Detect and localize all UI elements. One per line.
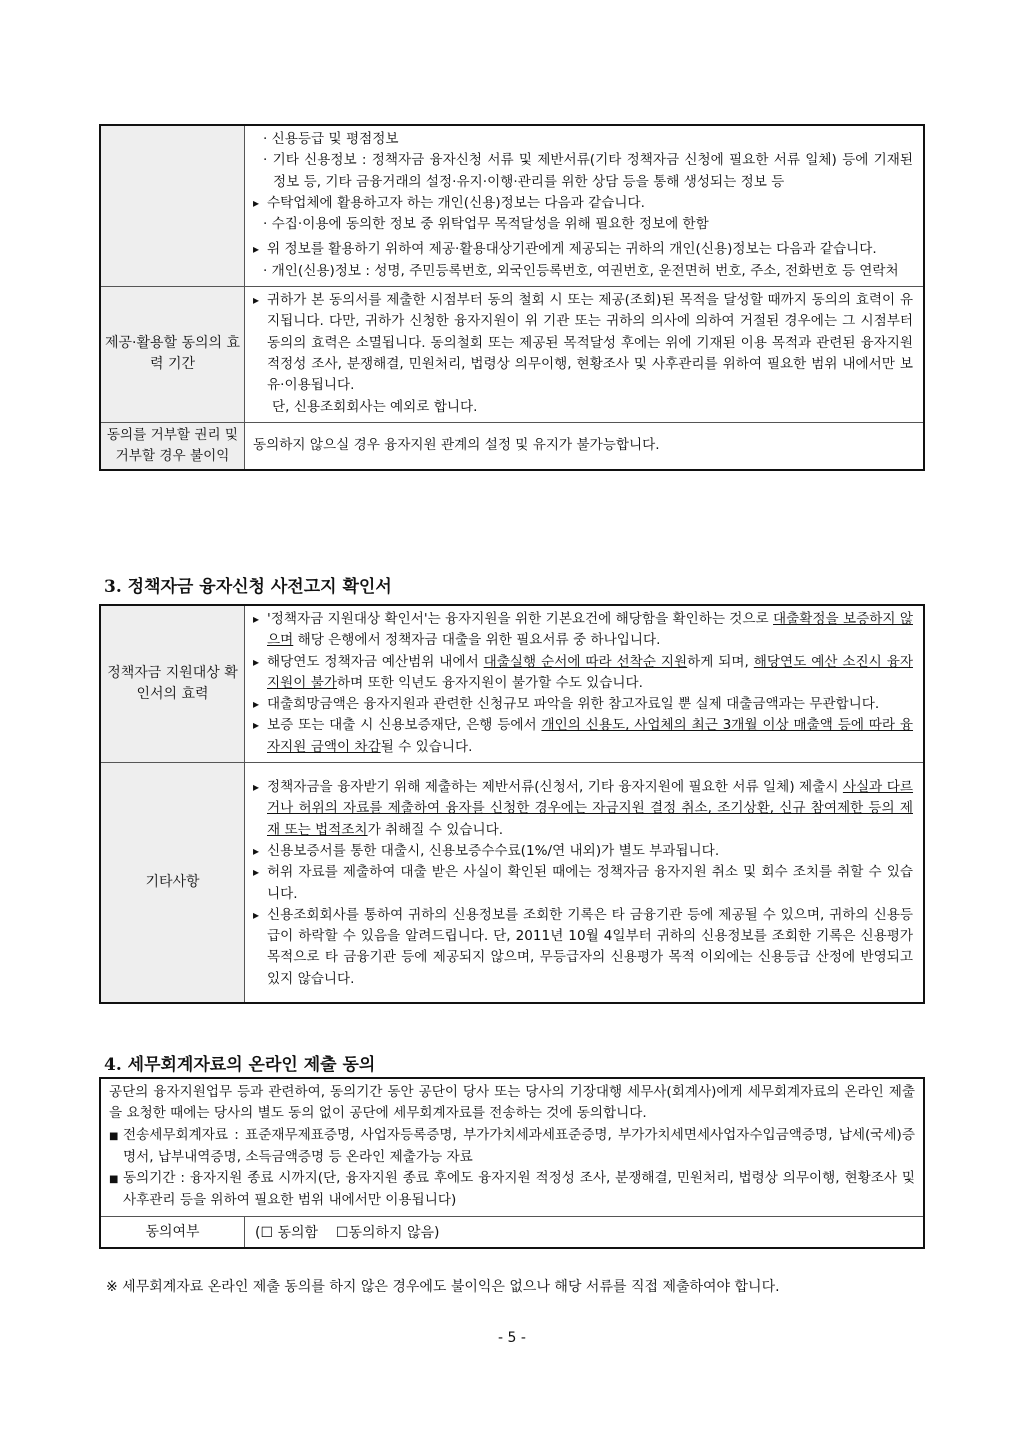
certificate-bullet-4: ▸ 보증 또는 대출 시 신용보증재단, 은행 등에서 개인의 신용도, 사업체의 최근 3개월 이상 매출액 등에 따라 융자지원 금액이 차감될 수 있습니다. bbox=[253, 715, 913, 758]
other-bullet-4: ▸ 신용조회회사를 통하여 귀하의 신용정보를 조회한 기록은 타 금융기관 등에 제공될 수 있으며, 귀하의 신용등급이 하락할 수 있음을 알려드립니다. 단, 2011년 10월 4일부터 귀하의 신용정보를 조회한 기록은 신용평가 목적으로 타 금융기관 등에 제공되지 않으며, 무등급자의 신용평가 목적 이외에는 신용등급 산정에 반영되고 있지 않습니다. bbox=[253, 905, 913, 990]
other-bullet-3: ▸ 허위 자료를 제출하여 대출 받은 사실이 확인된 때에는 정책자금 융자지원 취소 및 회수 조치를 취할 수 있습니다. bbox=[253, 862, 913, 905]
validity-period-cell bbox=[245, 287, 925, 423]
disagree-checkbox[interactable]: ☐ bbox=[335, 1224, 349, 1241]
section4-title: 4. 세무회계자료의 온라인 제출 동의 bbox=[104, 1055, 376, 1075]
validity-exception-text: 단, 신용조회회사는 예외로 합니다. bbox=[272, 398, 478, 415]
tax-consent-note: ※ 세무회계자료 온라인 제출 동의를 하지 않은 경우에도 불이익은 없으나 해당 서류를 직접 제출하여야 합니다. bbox=[106, 1279, 780, 1295]
tax-documents-item: ■ 전송세무회계자료 : 표준재무제표증명, 사업자등록증명, 부가가치세과세표준증명, 부가가치세면세사업자수입금액증명, 납세(국세)증명서, 납부내역증명, 소득금액증명 등 온라인 제출가능 자료 bbox=[109, 1125, 915, 1169]
credit-grade-item: · 신용등급 및 평점정보 bbox=[263, 131, 399, 147]
validity-period-text: ▸ 귀하가 본 동의서를 제출한 시점부터 동의 철회 시 또는 제공(조회)된 목적을 달성할 때까지 동의의 효력이 유지됩니다. 다만, 귀하가 신청한 융자지원이 위 기관 또는 귀하의 의사에 의하여 거절된 경우에는 그 시점부터 동의의 효력은 소멸됩니다. 동의철회 또는 제공된 목적달성 후에는 위에 기재된 이용 목적과 관련된 융자지원 적정성 조사, 분쟁해결, 민원처리, 법령상 의무이행, 현황조사 및 사후관리를 위하여 필요한 범위 내에서만 보유·이용됩니다. bbox=[253, 290, 913, 396]
empty-label-cell bbox=[100, 125, 245, 287]
section3-title: 3. 정책자금 융자신청 사전고지 확인서 bbox=[104, 577, 392, 597]
tax-consent-box bbox=[99, 1077, 925, 1249]
outsourcing-scope-item: · 수집·이용에 동의한 정보 중 위탁업무 목적달성을 위해 필요한 정보에 한함 bbox=[263, 216, 709, 233]
refusal-right-text: 동의하지 않으실 경우 융자지원 관계의 설정 및 유지가 불가능합니다. bbox=[245, 422, 925, 470]
personal-info-item: · 개인(신용)정보 : 성명, 주민등록번호, 외국인등록번호, 여권번호, 운전면허 번호, 주소, 전화번호 등 연락처 bbox=[263, 262, 899, 279]
agree-label: 동의함 bbox=[277, 1224, 319, 1241]
certificate-bullet-2: ▸ 해당연도 정책자금 예산범위 내에서 대출실행 순서에 따라 선착순 지원하게 되며, 해당연도 예산 소진시 융자지원이 불가하며 또한 익년도 융자지원이 불가할 수도 있습니다. bbox=[253, 652, 913, 695]
consent-period-item: ■ 동의기간 : 융자지원 종료 시까지(단, 융자지원 종료 후에도 융자지원 적정성 조사, 분쟁해결, 민원처리, 법령상 의무이행, 현황조사 및 사후관리 등을 위하여 필요한 범위 내에서만 이용됩니다) bbox=[109, 1168, 915, 1212]
consent-choice-label: 동의여부 bbox=[101, 1217, 245, 1247]
validity-period-label: 제공·활용할 동의의 효력 기간 bbox=[100, 287, 245, 423]
page-number: - 5 - bbox=[498, 1330, 526, 1346]
certificate-effect-label: 정책자금 지원대상 확인서의 효력 bbox=[100, 605, 245, 763]
prior-notice-table bbox=[99, 604, 925, 1004]
other-credit-info-item: · 기타 신용정보 : 정책자금 융자신청 서류 및 제반서류(기타 정책자금 신청에 필요한 서류 일체) 등에 기재된 정보 등, 기타 금융거래의 설정·유지·이행·관리를 위한 상담 등을 통해 생성되는 정보 등 bbox=[263, 152, 913, 190]
other-bullet-1: ▸ 정책자금을 융자받기 위해 제출하는 제반서류(신청서, 기타 융자지원에 필요한 서류 일체) 제출시 사실과 다르거나 허위의 자료를 제출하여 융자를 신청한 경우에는 자금지원 결정 취소, 조기상환, 신규 참여제한 등의 제재 또는 법적조치가 취해질 수 있습니다. bbox=[253, 777, 913, 841]
tax-consent-intro: 공단의 융자지원업무 등과 관련하여, 동의기간 동안 공단이 당사 또는 당사의 기장대행 세무사(회계사)에게 세무회계자료의 온라인 제출을 요청한 때에는 당사의 별도 동의 없이 공단에 세무회계자료를 전송하는 것에 동의합니다. bbox=[109, 1084, 915, 1122]
refusal-right-label: 동의를 거부할 권리 및 거부할 경우 불이익 bbox=[100, 422, 245, 470]
certificate-bullet-3: ▸ 대출희망금액은 융자지원과 관련한 신청규모 파악을 위한 참고자료일 뿐 실제 대출금액과는 무관합니다. bbox=[253, 694, 913, 715]
consent-choice-options: (☐ 동의함 ☐동의하지 않음) bbox=[255, 1224, 440, 1241]
info-usage-cell bbox=[245, 125, 925, 287]
certificate-bullet-1: ▸ '정책자금 지원대상 확인서'는 융자지원을 위한 기본요건에 해당함을 확인하는 것으로 대출확정을 보증하지 않으며 해당 은행에서 정책자금 대출을 위한 필요서류 중 하나입니다. bbox=[253, 609, 913, 652]
agree-checkbox[interactable]: ☐ bbox=[260, 1224, 274, 1241]
consent-choice-row bbox=[101, 1217, 923, 1247]
other-matters-label: 기타사항 bbox=[100, 763, 245, 1003]
disagree-label: 동의하지 않음 bbox=[348, 1224, 435, 1241]
certificate-effect-cell bbox=[245, 605, 925, 763]
other-bullet-2: ▸ 신용보증서를 통한 대출시, 신용보증수수료(1%/연 내외)가 별도 부과됩니다. bbox=[253, 841, 913, 862]
provided-info-bullet: ▸ 위 정보를 활용하기 위하여 제공·활용대상기관에게 제공되는 귀하의 개인(신용)정보는 다음과 같습니다. bbox=[253, 239, 913, 260]
tax-consent-content bbox=[101, 1079, 923, 1217]
other-matters-cell bbox=[245, 763, 925, 1003]
consent-table-continued bbox=[99, 124, 925, 471]
outsourcing-info-bullet: ▸ 수탁업체에 활용하고자 하는 개인(신용)정보는 다음과 같습니다. bbox=[253, 193, 913, 214]
